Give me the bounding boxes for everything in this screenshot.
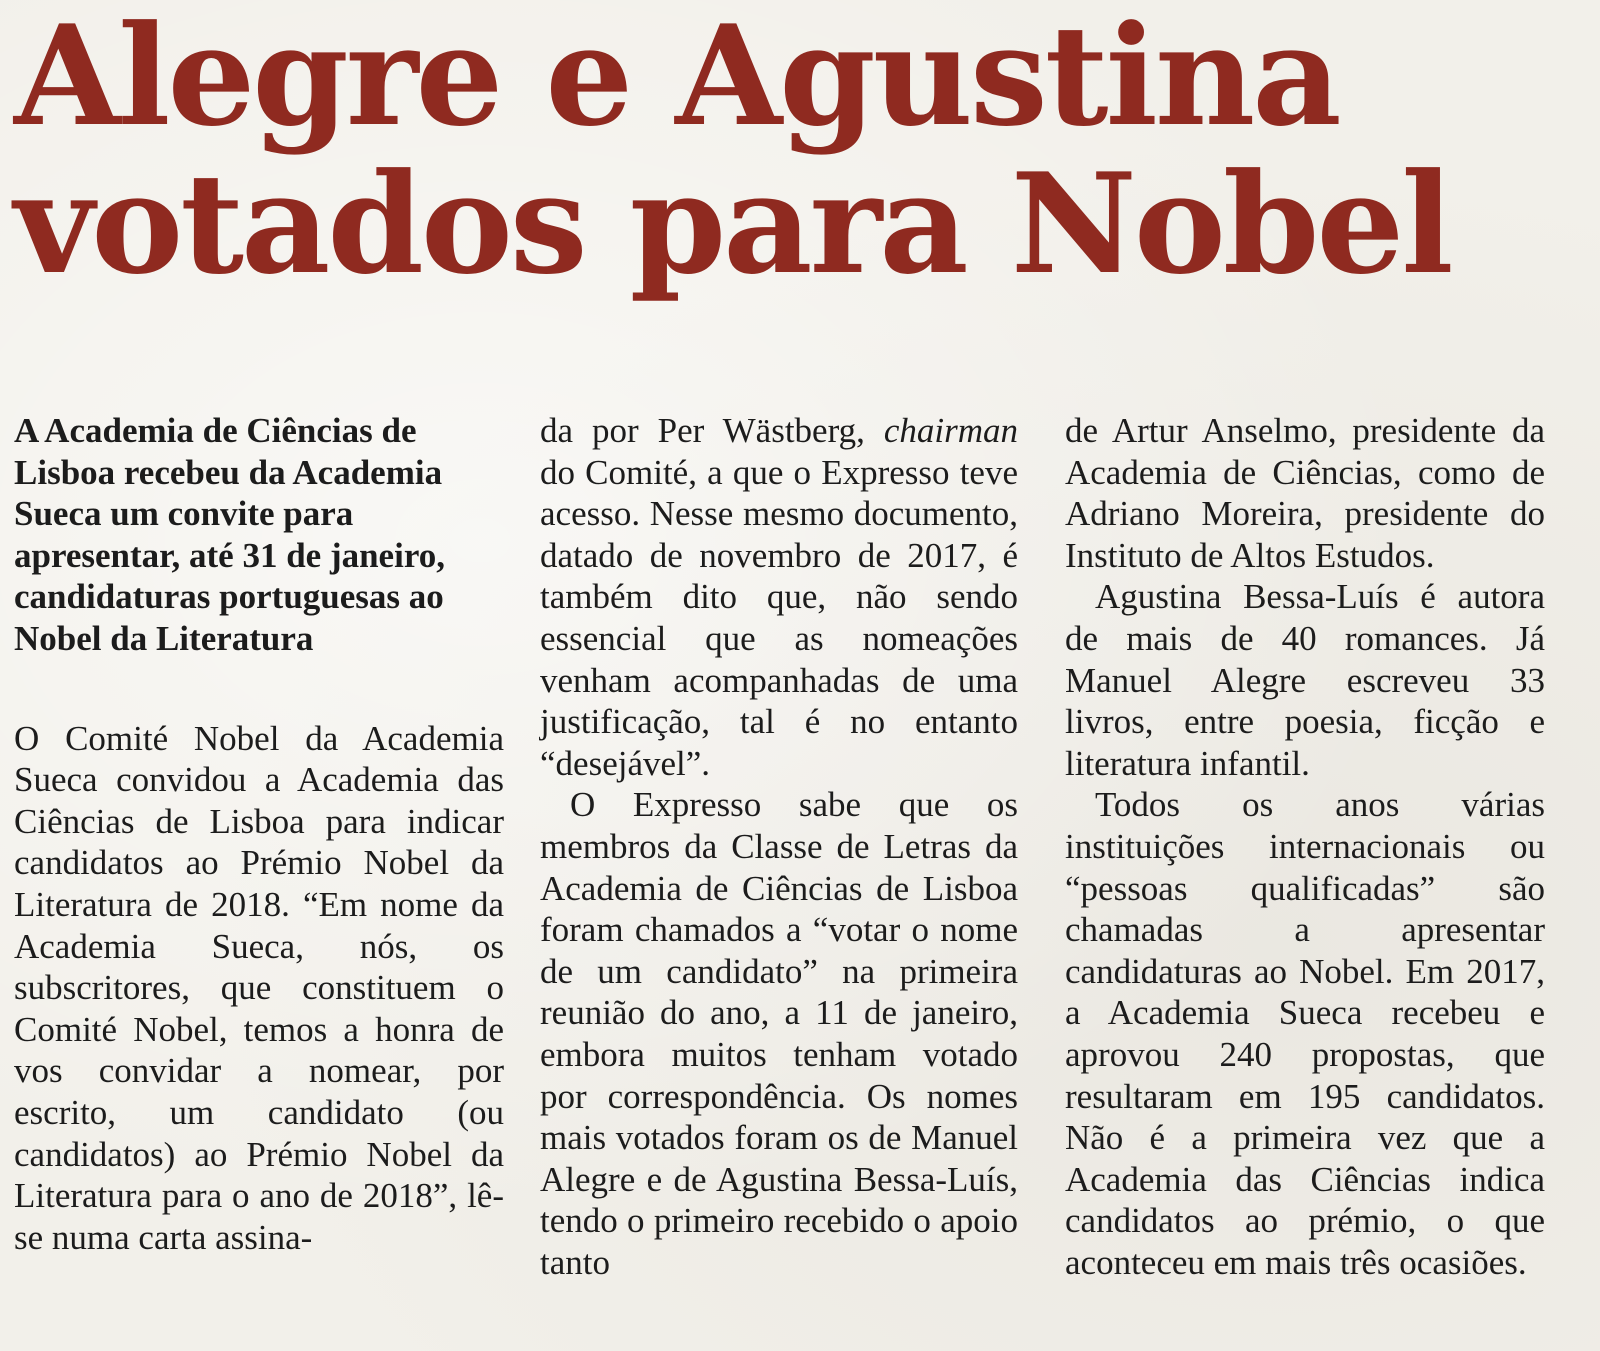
body-paragraph-1-continued: [540, 410, 1018, 784]
body-paragraph-1: O Comité Nobel da Academia Sueca convidou a Academia das Ciências de Lisboa para indicar candidatos ao Prémio Nobel da Literatura de 2018. “Em nome da Academia Sueca, nós, os subscritores, que constituem o Comité Nobel, temos a honra de vos convidar a nomear, por escrito, um candidato (ou candidatos) ao Prémio Nobel da Literatura para o ano de 2018”, lê-se numa carta assina-: [14, 718, 504, 1257]
italic-term: chairman: [883, 411, 1018, 450]
column-2: [540, 410, 1018, 1283]
body-paragraph-2: O Expresso sabe que os membros da Classe de Letras da Academia de Ciências de Lisboa foram chamados a “votar o nome de um candidato” na primeira reunião do ano, a 11 de janeiro, embora muitos tenham votado por correspondência. Os nomes mais votados foram os de Manuel Alegre e de Agustina Bessa-Luís, tendo o primeiro recebido o apoio tanto: [540, 785, 1018, 1282]
body-paragraph-4: Todos os anos várias instituições internacionais ou “pessoas qualificadas” são chamadas a apresentar candidaturas ao Nobel. Em 2017, a Academia Sueca recebeu e aprovou 240 propostas, que resultaram em 195 candidatos. Não é a primeira vez que a Academia das Ciências indica candidatos ao prémio, o que aconteceu em mais três ocasiões.: [1065, 785, 1545, 1282]
body-paragraph-3: Agustina Bessa-Luís é autora de mais de 40 romances. Já Manuel Alegre escreveu 33 livros, entre poesia, ficção e literatura infantil.: [1065, 577, 1545, 783]
column-3: [1065, 410, 1545, 1283]
headline: [14, 0, 1574, 305]
column-1: [14, 410, 504, 1258]
lead-paragraph: A Academia de Ciências de Lisboa recebeu da Academia Sueca um convite para apresentar, até 31 de janeiro, candidaturas portuguesas ao Nobel da Literatura: [14, 411, 445, 658]
body-paragraph-2-continued: de Artur Anselmo, presidente da Academia de Ciências, como de Adriano Moreira, presidente do Instituto de Altos Estudos.: [1065, 411, 1545, 575]
headline-line-1: Alegre e Agustina: [14, 0, 1339, 157]
paragraph-text: do Comité, a que o Expresso teve acesso. Nesse mesmo documento, datado de novembro de 2017, é também dito que, não sendo essencial que as nomeações venham acompanhadas de uma justificação, tal é no entanto “desejável”.: [540, 452, 1018, 783]
paragraph-text: da por Per Wästberg,: [540, 411, 884, 450]
headline-line-2: votados para Nobel: [14, 142, 1451, 305]
